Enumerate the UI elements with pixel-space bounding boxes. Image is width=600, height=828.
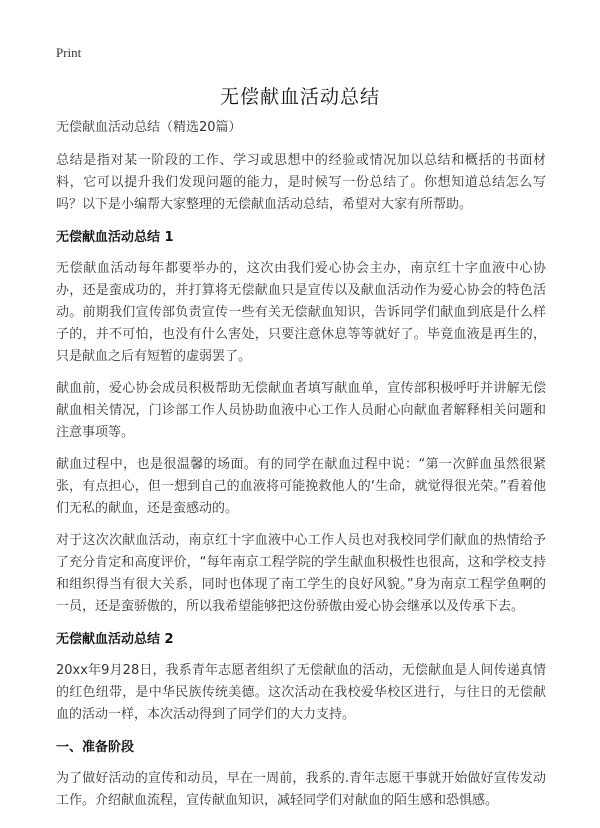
section-1-paragraph: 献血过程中，也是很温馨的场面。有的同学在献血过程中说：“第一次鲜血虽然很紧张，有点担心，但一想到自己的血液将可能挽救他人的‘生命，就觉得很光荣。”看着他们无私的献血，还是蛮感动的。: [56, 457, 546, 516]
section-1-heading: 无偿献血活动总结 1: [56, 230, 174, 245]
section-1-paragraph: 对于这次次献血活动，南京红十字血液中心工作人员也对我校同学们献血的热情给予了充分肯定和高度评价，“每年南京工程学院的学生献血积极性也很高，这和学校支持和组织得当有很大关系，同时也体现了南工学生的良好风貌。”身为南京工程学鱼啊的一员，还是蛮骄傲的，所以我希望能够把这份骄傲由爱心协会继承以及传承下去。: [56, 533, 546, 614]
preparation-subheading: 一、准备阶段: [56, 740, 135, 755]
intro-paragraph: 总结是指对某一阶段的工作、学习或思想中的经验或情况加以总结和概括的书面材料，它可以提升我们发现问题的能力，是时候写一份总结了。你想知道总结怎么写吗？以下是小编帮大家整理的无偿献血活动总结，希望对大家有所帮助。: [56, 153, 546, 212]
document-subtitle: 无偿献血活动总结（精选20篇）: [56, 120, 242, 135]
document-body: [56, 118, 546, 822]
section-1-paragraph: 献血前，爱心协会成员积极帮助无偿献血者填写献血单，宣传部积极呼吁并讲解无偿献血相关情况，门诊部工作人员协助血液中心工作人员耐心向献血者解释相关问题和注意事项等。: [56, 381, 546, 440]
section-1-paragraph: 无偿献血活动每年都要举办的，这次由我们爱心协会主办，南京红十字血液中心协办，还是蛮成功的，并打算将无偿献血只是宣传以及献血活动作为爱心协会的特色活动。前期我们宣传部负责宣传一些有关无偿献血知识，告诉同学们献血到底是什么样子的，并不可怕，也没有什么害处，只要注意休息等等就好了。毕竟血液是再生的，只是献血之后有短暂的虚弱罢了。: [56, 261, 546, 364]
page-title: 无偿献血活动总结: [219, 86, 380, 108]
preparation-paragraph: 为了做好活动的宣传和动员，早在一周前，我系的.青年志愿干事就开始做好宣传发动工作。介绍献血流程，宣传献血知识，减轻同学们对献血的陌生感和恐惧感。: [56, 771, 546, 808]
section-2-heading: 无偿献血活动总结 2: [56, 632, 174, 647]
print-link[interactable]: Print: [56, 45, 82, 60]
section-2-paragraph: 20xx年9月28日，我系青年志愿者组织了无偿献血的活动，无偿献血是人间传递真情的红色纽带，是中华民族传统美德。这次活动在我校爱华校区进行，与往日的无偿献血的活动一样，本次活动得到了同学们的大力支持。: [56, 663, 546, 722]
